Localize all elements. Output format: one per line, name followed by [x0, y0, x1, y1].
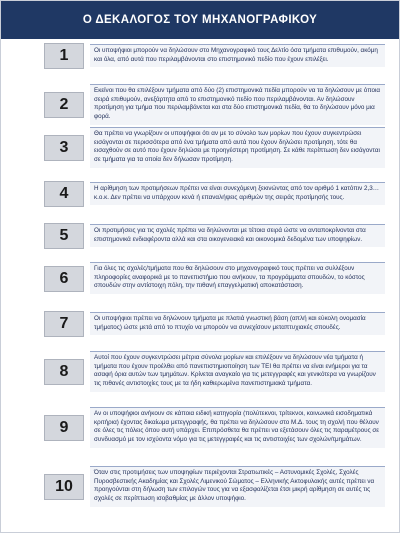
- list-item: [44, 85, 389, 125]
- item-text: Για όλες τις σχολές/τμήματα που θα δηλώσουν στο μηχανογραφικό τους πρέπει να συλλέξουν πληροφορίες αναφορικά με το πανεπιστήμιο που ανήκουν, τα προγράμματα σπουδών, το κόστος σπουδών στην αντίστοιχη πόλη, την πιθανή επαγγελματική αποκατάσταση.: [90, 263, 385, 294]
- item-text: Οι υποψήφιοι πρέπει να δηλώνουν τμήματα με πλατιά γνωστική βάση (απλή και εύκολη ονομασία τμήματος) ώστε μετά από το πτυχίο να μπορούν να συνεχίσουν μεταπτυχιακές σπουδές.: [90, 313, 385, 335]
- item-text: Αυτοί που έχουν συγκεντρώσει μέτρια σύνολα μορίων και επιλέξουν να δηλώσουν νέα τμήματα ή τμήματα που έχουν προέλθει από πανεπιστημιοποίηση των ΤΕΙ θα πρέπει να είναι ενήμεροι για τα ασαφή όρια αυτών των τμημάτων. Κρίνεται αναγκαίο για τις μετεγγραφές και γενικότερα να γνωρίζουν τις πιθανές αντιστοιχίες τους με τα ήδη καθιερωμένα πανεπιστημιακά τμήματα.: [90, 352, 385, 392]
- page-title: Ο ΔΕΚΑΛΟΓΟΣ ΤΟΥ ΜΗΧΑΝΟΓΡΑΦΙΚΟΥ: [1, 1, 399, 39]
- list-item: [44, 263, 389, 294]
- decalogue-list: [44, 39, 389, 532]
- item-text: Εκείνοι που θα επιλέξουν τμήματα από δύο (2) επιστημονικά πεδία μπορούν να τα δηλώσουν με όποια σειρά επιθυμούν, ανεξάρτητα από το επιστημονικό πεδίο που περιλαμβάνονται. Αν δηλώσουν προτίμηση για τμήμα που περιλαμβάνεται και στα δύο επιστημονικά πεδία, θα το δηλώσουν μόνο μια φορά.: [90, 85, 385, 125]
- list-item: [44, 408, 389, 448]
- item-number: 7: [44, 311, 84, 337]
- item-text: Η αρίθμηση των προτιμήσεων πρέπει να είναι συνεχόμενη ξεκινώντας από τον αριθμό 1 κατόπιν 2,3… κ.ο.κ. Δεν πρέπει να υπάρχουν κενά ή επαναλήψεις αριθμών της σειράς προτίμησής τους.: [90, 183, 385, 205]
- item-text: Αν οι υποψήφιοι ανήκουν σε κάποια ειδική κατηγορία (πολύτεκνοι, τρίτεκνοι, κοινωνικά εισοδηματικά κριτήρια) έχοντας δικαίωμα μετεγγραφής, θα πρέπει να δηλώσουν στο Μ.Δ. τους τη σχολή που θέλουν σε όλες τις πόλεις όπου αυτή υπάρχει. Επιπρόσθετα θα πρέπει να εξετάσουν όλες τις παραμέτρους σε συνδυασμό με τον ισχύοντα νόμο για τις μετεγγραφές και τις αντιστοιχίες των σχολών/τμημάτων.: [90, 408, 385, 448]
- item-number: 3: [44, 135, 84, 161]
- list-item: [44, 311, 389, 337]
- list-item: [44, 223, 389, 249]
- item-text: Θα πρέπει να γνωρίζουν οι υποψήφιοι ότι αν με το σύνολο των μορίων που έχουν συγκεντρώσει εισάγονται σε περισσότερα από ένα τμήματα από αυτά που έχουν δηλώσει προτίμηση, τότε θα εισαχθούν σε αυτό που έχουν δηλώσει με προηγέστερη προτίμηση. Σε κάθε περίπτωση δεν εισάγονται σε τμήματα για τα οποία δεν δήλωσαν προτίμηση.: [90, 128, 385, 168]
- item-text: Όταν στις προτιμήσεις των υποψηφίων περιέχονται Στρατιωτικές – Αστυνομικές Σχολές, Σχολές Πυροσβεστικής Ακαδημίας και Σχολές Λιμενικού Σώματος – Ελληνικής Ακτοφυλακής αυτές πρέπει να προηγούνται στη δήλωση των επιλογών τους για να εξασφαλίζεται έτσι μικρή αρίθμηση σε αυτές τις σχολές σε περίπτωση ισοβαθμίας με άλλον υποψήφιο.: [90, 467, 385, 507]
- item-number: 1: [44, 43, 84, 69]
- item-number: 6: [44, 266, 84, 292]
- list-item: [44, 43, 389, 69]
- item-number: 10: [44, 474, 84, 500]
- list-item: [44, 352, 389, 392]
- item-text: Οι υποψήφιοι μπορούν να δηλώσουν στο Μηχανογραφικό τους Δελτίο όσα τμήματα επιθυμούν, ακόμη και όλα, από αυτά που περιλαμβάνονται στο επιστημονικό πεδίο που έχουν επιλέξει.: [90, 45, 385, 67]
- list-item: [44, 181, 389, 207]
- item-number: 9: [44, 415, 84, 441]
- list-item: [44, 128, 389, 168]
- item-number: 8: [44, 359, 84, 385]
- item-number: 5: [44, 223, 84, 249]
- list-item: [44, 467, 389, 507]
- item-number: 2: [44, 92, 84, 118]
- item-number: 4: [44, 181, 84, 207]
- item-text: Οι προτιμήσεις για τις σχολές πρέπει να δηλώνονται με τέτοια σειρά ώστε να ανταποκρίνονται στα επιστημονικά ενδιαφέροντα αλλά και στα οικογενειακά και οικονομικά δεδομένα των υποψηφίων.: [90, 225, 385, 247]
